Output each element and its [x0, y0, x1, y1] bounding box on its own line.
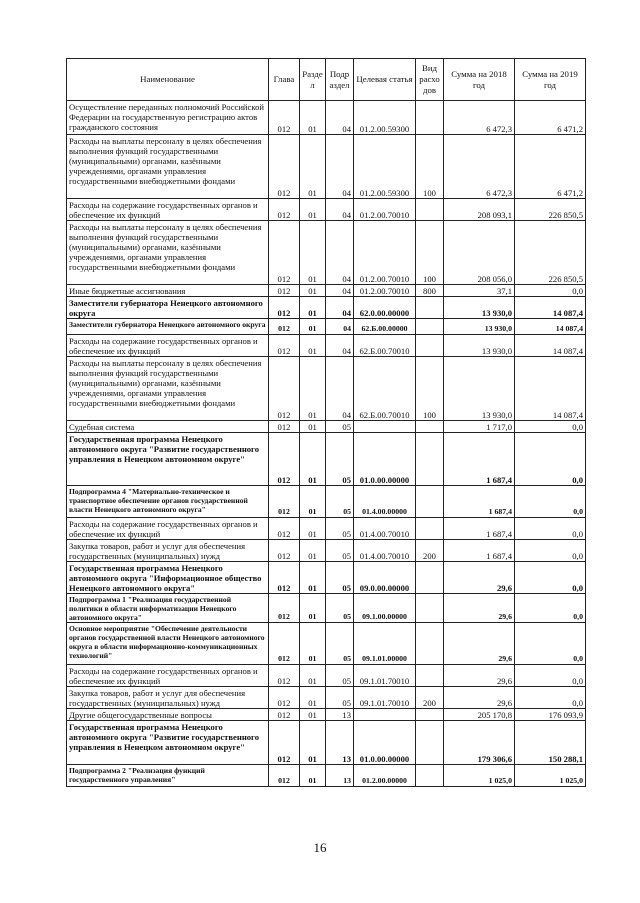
- row-sum2018: 205 170,8: [444, 709, 515, 721]
- row-target: 09.1.01.00000: [354, 623, 416, 665]
- row-razdel: 01: [300, 687, 326, 709]
- table-row: [67, 486, 586, 518]
- table-row: [67, 421, 586, 433]
- row-sum2018: 1 717,0: [444, 421, 515, 433]
- row-name: Расходы на выплаты персоналу в целях обеспечения выполнения функций государственными (муниципальными) органами, казёнными учреждениями, органами управления государственными внебюджетными фондами: [67, 135, 269, 199]
- budget-table-container: [66, 58, 585, 787]
- header-razdel: Разде л: [300, 59, 326, 101]
- row-target: 01.0.00.00000: [354, 721, 416, 765]
- row-name: Закупка товаров, работ и услуг для обеспечения государственных (муниципальных) нужд: [67, 687, 269, 709]
- row-razdel: 01: [300, 135, 326, 199]
- row-vid: [416, 594, 444, 623]
- row-sum2018: 1 687,4: [444, 540, 515, 562]
- row-vid: [416, 562, 444, 594]
- row-podrazdel: 05: [326, 433, 354, 486]
- row-sum2018: 208 093,1: [444, 199, 515, 221]
- row-sum2018: 37,1: [444, 285, 515, 297]
- table-row: [67, 357, 586, 421]
- row-target: 09.0.00.00000: [354, 562, 416, 594]
- table-row: [67, 518, 586, 540]
- row-razdel: 01: [300, 221, 326, 285]
- row-target: 62.Б.00.70010: [354, 357, 416, 421]
- row-vid: [416, 486, 444, 518]
- row-name: Расходы на содержание государственных органов и обеспечение их функций: [67, 335, 269, 357]
- row-sum2019: 0,0: [515, 594, 586, 623]
- row-podrazdel: 04: [326, 285, 354, 297]
- row-vid: 200: [416, 540, 444, 562]
- row-sum2019: 226 850,5: [515, 221, 586, 285]
- row-podrazdel: 05: [326, 623, 354, 665]
- table-row: [67, 221, 586, 285]
- row-razdel: 01: [300, 421, 326, 433]
- row-podrazdel: 04: [326, 135, 354, 199]
- budget-table: [66, 58, 586, 787]
- row-sum2019: 226 850,5: [515, 199, 586, 221]
- row-target: [354, 421, 416, 433]
- row-target: 01.2.00.00000: [354, 765, 416, 787]
- row-sum2018: 29,6: [444, 594, 515, 623]
- row-target: [354, 709, 416, 721]
- row-name: Судебная система: [67, 421, 269, 433]
- header-target: Целевая статья: [354, 59, 416, 101]
- row-podrazdel: 04: [326, 335, 354, 357]
- row-name: Расходы на содержание государственных органов и обеспечение их функций: [67, 199, 269, 221]
- row-target: 01.4.00.70010: [354, 540, 416, 562]
- row-sum2018: 13 930,0: [444, 335, 515, 357]
- row-podrazdel: 05: [326, 421, 354, 433]
- table-row: [67, 135, 586, 199]
- row-sum2019: 176 093,9: [515, 709, 586, 721]
- table-row: [67, 623, 586, 665]
- row-podrazdel: 05: [326, 486, 354, 518]
- table-row: [67, 285, 586, 297]
- table-body: [67, 101, 586, 787]
- row-vid: [416, 665, 444, 687]
- row-sum2019: 0,0: [515, 665, 586, 687]
- row-podrazdel: 05: [326, 687, 354, 709]
- row-vid: [416, 421, 444, 433]
- row-glava: 012: [269, 623, 300, 665]
- row-sum2018: 208 056,0: [444, 221, 515, 285]
- row-glava: 012: [269, 285, 300, 297]
- row-razdel: 01: [300, 335, 326, 357]
- row-sum2018: 1 687,4: [444, 486, 515, 518]
- row-glava: 012: [269, 594, 300, 623]
- row-vid: [416, 709, 444, 721]
- row-razdel: 01: [300, 518, 326, 540]
- table-row: [67, 709, 586, 721]
- row-podrazdel: 05: [326, 518, 354, 540]
- table-row: [67, 199, 586, 221]
- row-glava: 012: [269, 486, 300, 518]
- table-row: [67, 687, 586, 709]
- row-glava: 012: [269, 319, 300, 335]
- row-sum2018: 29,6: [444, 665, 515, 687]
- row-name: Государственная программа Ненецкого автономного округа "Развитие государственного управления в Ненецком автономном округе": [67, 433, 269, 486]
- row-sum2018: 1 687,4: [444, 433, 515, 486]
- row-name: Расходы на содержание государственных органов и обеспечение их функций: [67, 665, 269, 687]
- row-razdel: 01: [300, 765, 326, 787]
- row-razdel: 01: [300, 594, 326, 623]
- row-target: 01.0.00.00000: [354, 433, 416, 486]
- row-target: 01.4.00.70010: [354, 518, 416, 540]
- row-name: Расходы на содержание государственных органов и обеспечение их функций: [67, 518, 269, 540]
- header-sum2018: Сумма на 2018 год: [444, 59, 515, 101]
- header-name: Наименование: [67, 59, 269, 101]
- row-podrazdel: 04: [326, 199, 354, 221]
- table-row: [67, 540, 586, 562]
- table-row: [67, 319, 586, 335]
- row-razdel: 01: [300, 199, 326, 221]
- row-glava: 012: [269, 709, 300, 721]
- row-name: Подпрограмма 1 "Реализация государственной политики в области информатизации Ненецкого автономного округа": [67, 594, 269, 623]
- row-sum2018: 1 687,4: [444, 518, 515, 540]
- row-name: Подпрограмма 4 "Материально-техническое и транспортное обеспечение органов государственной власти Ненецкого автономного округа": [67, 486, 269, 518]
- row-glava: 012: [269, 518, 300, 540]
- row-razdel: 01: [300, 433, 326, 486]
- row-vid: [416, 765, 444, 787]
- row-name: Иные бюджетные ассигнования: [67, 285, 269, 297]
- row-vid: [416, 433, 444, 486]
- row-sum2019: 14 087,4: [515, 297, 586, 319]
- row-target: 62.Б.00.70010: [354, 335, 416, 357]
- row-target: 01.2.00.70010: [354, 199, 416, 221]
- row-sum2018: 13 930,0: [444, 297, 515, 319]
- row-glava: 012: [269, 421, 300, 433]
- row-sum2019: 0,0: [515, 285, 586, 297]
- row-razdel: 01: [300, 665, 326, 687]
- row-vid: 800: [416, 285, 444, 297]
- row-target: 09.1.00.00000: [354, 594, 416, 623]
- table-row: [67, 297, 586, 319]
- row-glava: 012: [269, 199, 300, 221]
- row-sum2019: 0,0: [515, 623, 586, 665]
- row-podrazdel: 04: [326, 297, 354, 319]
- table-row: [67, 765, 586, 787]
- row-razdel: 01: [300, 357, 326, 421]
- row-vid: 100: [416, 221, 444, 285]
- row-sum2018: 1 025,0: [444, 765, 515, 787]
- row-sum2019: 6 471,2: [515, 101, 586, 135]
- row-sum2018: 29,6: [444, 562, 515, 594]
- row-sum2018: 13 930,0: [444, 319, 515, 335]
- row-vid: [416, 721, 444, 765]
- table-row: [67, 101, 586, 135]
- row-glava: 012: [269, 335, 300, 357]
- row-target: 01.2.00.70010: [354, 285, 416, 297]
- row-glava: 012: [269, 721, 300, 765]
- row-sum2019: 0,0: [515, 687, 586, 709]
- row-razdel: 01: [300, 623, 326, 665]
- row-sum2019: 1 025,0: [515, 765, 586, 787]
- row-sum2019: 0,0: [515, 486, 586, 518]
- row-vid: [416, 297, 444, 319]
- row-razdel: 01: [300, 562, 326, 594]
- table-row: [67, 433, 586, 486]
- row-razdel: 01: [300, 285, 326, 297]
- row-name: Государственная программа Ненецкого автономного округа "Информационное общество Ненецкого автономного округа": [67, 562, 269, 594]
- row-sum2019: 0,0: [515, 421, 586, 433]
- row-sum2019: 14 087,4: [515, 357, 586, 421]
- table-row: [67, 335, 586, 357]
- row-podrazdel: 05: [326, 594, 354, 623]
- row-glava: 012: [269, 221, 300, 285]
- row-glava: 012: [269, 540, 300, 562]
- row-sum2019: 14 087,4: [515, 335, 586, 357]
- row-podrazdel: 04: [326, 319, 354, 335]
- row-sum2019: 14 087,4: [515, 319, 586, 335]
- row-glava: 012: [269, 297, 300, 319]
- row-sum2019: 0,0: [515, 540, 586, 562]
- page-number: 16: [313, 840, 327, 855]
- row-podrazdel: 13: [326, 709, 354, 721]
- row-target: 01.2.00.59300: [354, 101, 416, 135]
- row-razdel: 01: [300, 540, 326, 562]
- row-name: Другие общегосударственные вопросы: [67, 709, 269, 721]
- row-sum2019: 6 471,2: [515, 135, 586, 199]
- row-target: 09.1.01.70010: [354, 687, 416, 709]
- row-podrazdel: 13: [326, 721, 354, 765]
- row-target: 62.0.00.00000: [354, 297, 416, 319]
- row-target: 01.4.00.00000: [354, 486, 416, 518]
- row-podrazdel: 04: [326, 357, 354, 421]
- row-sum2018: 29,6: [444, 623, 515, 665]
- row-razdel: 01: [300, 319, 326, 335]
- row-glava: 012: [269, 665, 300, 687]
- row-vid: [416, 335, 444, 357]
- row-sum2018: 13 930,0: [444, 357, 515, 421]
- row-sum2018: 6 472,3: [444, 101, 515, 135]
- row-glava: 012: [269, 135, 300, 199]
- row-target: 01.2.00.70010: [354, 221, 416, 285]
- row-razdel: 01: [300, 486, 326, 518]
- row-name: Заместители губернатора Ненецкого автономного округа: [67, 319, 269, 335]
- row-razdel: 01: [300, 101, 326, 135]
- row-name: Государственная программа Ненецкого автономного округа "Развитие государственного управления в Ненецком автономном округе": [67, 721, 269, 765]
- row-glava: 012: [269, 433, 300, 486]
- row-vid: [416, 199, 444, 221]
- row-name: Расходы на выплаты персоналу в целях обеспечения выполнения функций государственными (муниципальными) органами, казёнными учреждениями, органами управления государственными внебюджетными фондами: [67, 357, 269, 421]
- row-target: 09.1.01.70010: [354, 665, 416, 687]
- table-row: [67, 665, 586, 687]
- header-row: [67, 59, 586, 101]
- row-razdel: 01: [300, 297, 326, 319]
- row-target: 01.2.00.59300: [354, 135, 416, 199]
- row-razdel: 01: [300, 721, 326, 765]
- row-glava: 012: [269, 357, 300, 421]
- row-name: Подпрограмма 2 "Реализация функций государственного управления": [67, 765, 269, 787]
- row-sum2019: 0,0: [515, 518, 586, 540]
- row-sum2018: 29,6: [444, 687, 515, 709]
- row-vid: [416, 101, 444, 135]
- row-vid: [416, 319, 444, 335]
- row-glava: 012: [269, 101, 300, 135]
- row-name: Расходы на выплаты персоналу в целях обеспечения выполнения функций государственными (муниципальными) органами, казёнными учреждениями, органами управления государственными внебюджетными фондами: [67, 221, 269, 285]
- row-sum2018: 179 306,6: [444, 721, 515, 765]
- row-sum2018: 6 472,3: [444, 135, 515, 199]
- table-row: [67, 594, 586, 623]
- row-sum2019: 0,0: [515, 562, 586, 594]
- row-sum2019: 150 288,1: [515, 721, 586, 765]
- table-row: [67, 562, 586, 594]
- row-podrazdel: 04: [326, 221, 354, 285]
- row-razdel: 01: [300, 709, 326, 721]
- row-name: Основное мероприятие "Обеспечение деятельности органов государственной власти Ненецкого автономного округа в области информационно-коммуникационных технологий": [67, 623, 269, 665]
- row-podrazdel: 05: [326, 665, 354, 687]
- row-name: Осуществление переданных полномочий Российской Федерации на государственную регистрацию актов гражданского состояния: [67, 101, 269, 135]
- row-vid: 100: [416, 135, 444, 199]
- header-podrazdel: Подр аздел: [326, 59, 354, 101]
- row-podrazdel: 13: [326, 765, 354, 787]
- row-name: Заместители губернатора Ненецкого автономного округа: [67, 297, 269, 319]
- row-vid: [416, 518, 444, 540]
- row-vid: 100: [416, 357, 444, 421]
- header-vid: Вид расхо дов: [416, 59, 444, 101]
- row-sum2019: 0,0: [515, 433, 586, 486]
- row-vid: 200: [416, 687, 444, 709]
- header-sum2019: Сумма на 2019 год: [515, 59, 586, 101]
- row-glava: 012: [269, 687, 300, 709]
- row-podrazdel: 04: [326, 101, 354, 135]
- row-glava: 012: [269, 562, 300, 594]
- row-glava: 012: [269, 765, 300, 787]
- row-vid: [416, 623, 444, 665]
- row-name: Закупка товаров, работ и услуг для обеспечения государственных (муниципальных) нужд: [67, 540, 269, 562]
- table-row: [67, 721, 586, 765]
- row-podrazdel: 05: [326, 540, 354, 562]
- header-glava: Глава: [269, 59, 300, 101]
- row-target: 62.Б.00.00000: [354, 319, 416, 335]
- row-podrazdel: 05: [326, 562, 354, 594]
